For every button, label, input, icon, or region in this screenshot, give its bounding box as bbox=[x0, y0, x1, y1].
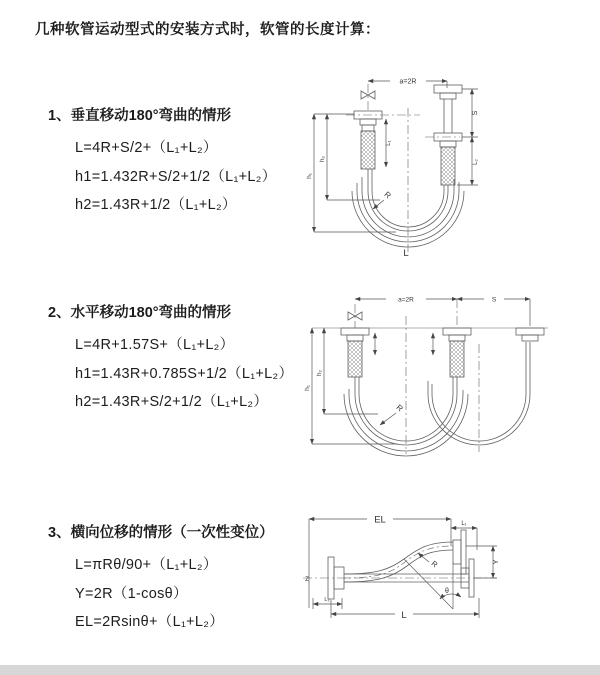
diagram-vertical-180 bbox=[300, 66, 590, 263]
dim-label-h1: h₁ bbox=[304, 385, 311, 391]
formula-line: L=4R+1.57S+（L₁+L₂） bbox=[75, 337, 235, 353]
dimension-el bbox=[309, 519, 451, 608]
formula-line: EL=2Rsinθ+（L₁+L₂） bbox=[75, 614, 225, 630]
right-fitting-lower bbox=[434, 133, 462, 185]
valve-icon bbox=[348, 312, 362, 320]
dim-label-l2: L₂ bbox=[473, 159, 479, 165]
diagram-lateral-displacement bbox=[301, 502, 593, 659]
page-title: 几种软管运动型式的安装方式时，软管的长度计算： bbox=[35, 22, 380, 38]
formula-line: L=4R+S/2+（L₁+L₂） bbox=[75, 140, 218, 156]
section-2-heading: 2、水平移动180°弯曲的情形 bbox=[48, 305, 232, 321]
dim-label-l1: L₁ bbox=[386, 140, 392, 146]
left-fitting bbox=[354, 111, 382, 169]
formula-line: h2=1.43R+S/2+1/2（L₁+L₂） bbox=[75, 394, 269, 410]
dim-label-h2: h₂ bbox=[319, 155, 326, 163]
section-lateral-displacement bbox=[48, 521, 318, 637]
radius-leader bbox=[380, 413, 396, 425]
braided-hose-section bbox=[441, 147, 455, 185]
formula-line: h1=1.43R+0.785S+1/2（L₁+L₂） bbox=[75, 365, 294, 382]
dimension-h1 bbox=[314, 114, 396, 232]
dim-label-h2: h₂ bbox=[316, 369, 323, 377]
dim-label-a2r: a=2R bbox=[399, 78, 417, 86]
diagram-horizontal-180 bbox=[298, 286, 593, 465]
length-label: L bbox=[401, 610, 407, 621]
right-fitting-moved bbox=[516, 328, 544, 341]
radius-label: R bbox=[429, 558, 440, 570]
radius-label: R bbox=[382, 189, 393, 201]
dim-label-el: EL bbox=[374, 514, 386, 526]
dim-label-a2r: a=2R bbox=[398, 296, 414, 304]
braided-hose-section bbox=[361, 131, 375, 169]
radius-label: R bbox=[394, 402, 405, 414]
dim-label-l1: L₁ bbox=[461, 521, 467, 527]
formula-line: Y=2R（1-cosθ） bbox=[75, 585, 188, 602]
left-fitting bbox=[341, 328, 369, 377]
length-label: L bbox=[403, 248, 409, 258]
diagram-lateral-svg bbox=[301, 502, 593, 654]
dim-label-s: S bbox=[491, 296, 497, 304]
dim-label-l2: L₂ bbox=[324, 597, 330, 603]
formula-line: h2=1.43R+1/2（L₁+L₂） bbox=[75, 197, 237, 213]
axis-label: Z bbox=[305, 577, 309, 583]
right-fitting-upper bbox=[434, 85, 462, 133]
section-horizontal-180 bbox=[48, 301, 318, 417]
section-vertical-180 bbox=[48, 104, 318, 220]
theta-label: θ bbox=[445, 588, 449, 595]
section-1-heading: 1、垂直移动180°弯曲的情形 bbox=[48, 108, 232, 124]
small-dims bbox=[375, 333, 433, 355]
dim-label-y: Y bbox=[491, 559, 500, 565]
diagram-horizontal-180-svg bbox=[298, 286, 593, 460]
diagram-vertical-180-svg bbox=[300, 66, 590, 258]
section-3-heading: 3、横向位移的情形（一次性变位） bbox=[48, 525, 274, 541]
dim-label-s: S bbox=[472, 110, 479, 116]
formula-line: h1=1.432R+S/2+1/2（L₁+L₂） bbox=[75, 168, 277, 185]
right-flange-displaced bbox=[453, 530, 466, 574]
page-bottom-edge bbox=[0, 665, 600, 675]
dimension-l1 bbox=[451, 528, 477, 550]
braided-hose-section bbox=[348, 341, 362, 377]
braided-hose-section bbox=[450, 341, 464, 377]
formula-line: L=πRθ/90+（L₁+L₂） bbox=[75, 557, 218, 573]
middle-fitting bbox=[443, 328, 471, 377]
dim-label-h1: h₁ bbox=[306, 173, 313, 179]
